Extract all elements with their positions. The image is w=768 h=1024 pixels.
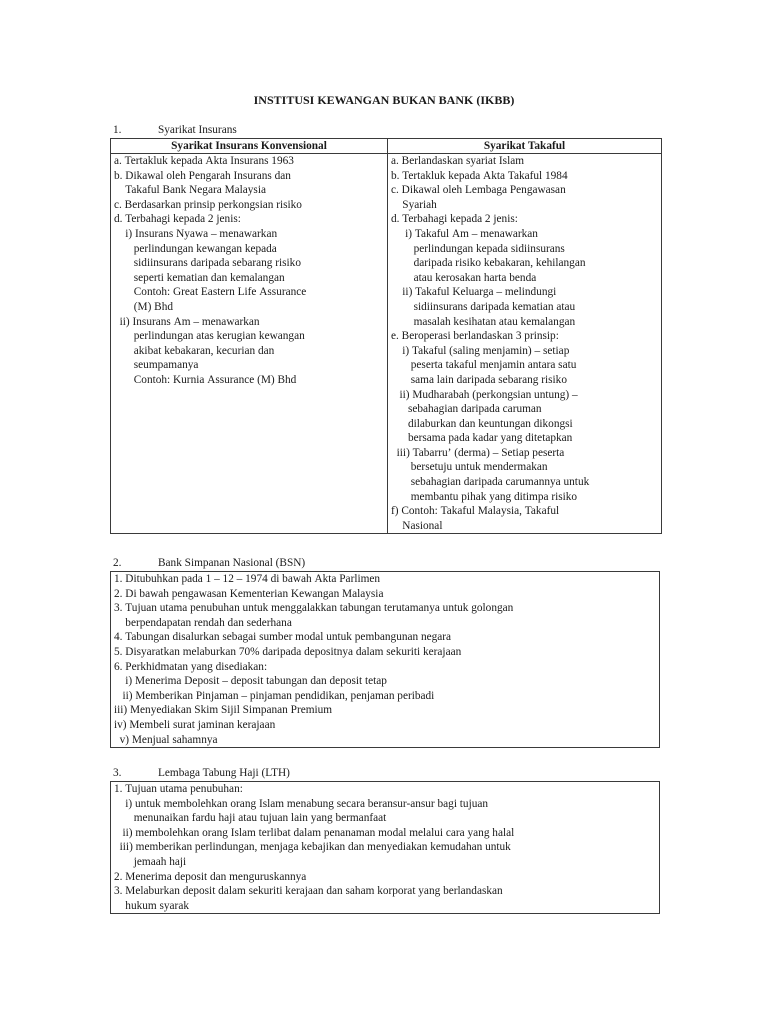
bsn-box [110,571,660,748]
bsn-list-item: iii) Menyediakan Skim Sijil Simpanan Premium [114,704,333,717]
section1-title: Syarikat Insurans [158,124,237,136]
takaful-line: sama lain daripada sebarang risiko [391,373,567,386]
takaful-line: atau kerosakan harta benda [391,271,537,284]
bsn-list-item: 6. Perkhidmatan yang disediakan: [114,660,268,673]
takaful-line: peserta takaful menjamin antara satu [391,359,577,372]
takaful-line: ii) Mudharabah (perkongsian untung) – [391,388,578,401]
bsn-list-item: v) Menjual sahamnya [114,733,218,746]
lth-list-item: menunaikan fardu haji atau tujuan lain yang bermanfaat [114,812,387,825]
bsn-list-item: 4. Tabungan disalurkan sebagai sumber modal untuk pembangunan negara [114,631,452,644]
takaful-line: ii) Takaful Keluarga – melindungi [391,286,557,299]
bsn-list-item: 1. Ditubuhkan pada 1 – 12 – 1974 di bawah Akta Parlimen [114,573,381,585]
lth-list-item: hukum syarak [114,899,189,912]
section3-title: Lembaga Tabung Haji (LTH) [158,767,290,779]
section2-heading [113,556,305,571]
lth-box [110,781,660,914]
takaful-line: sebahagian daripada carumannya untuk [391,476,590,489]
konvensional-line: ii) Insurans Am – menawarkan [114,315,260,328]
takaful-line: membantu pihak yang ditimpa risiko [391,490,578,503]
konvensional-line: perlindungan atas kerugian kewangan [114,330,305,343]
takaful-line: c. Dikawal oleh Lembaga Pengawasan [391,184,566,197]
takaful-line: perlindungan kepada sidiinsurans [391,242,565,255]
insurance-comparison-table [110,138,662,534]
konvensional-line: b. Dikawal oleh Pengarah Insurans dan [114,169,291,182]
konvensional-line: seumpamanya [114,359,199,372]
takaful-line: b. Tertakluk kepada Akta Takaful 1984 [391,169,568,182]
section1-heading [113,123,237,138]
lth-list-item: i) untuk membolehkan orang Islam menabung secara beransur-ansur bagi tujuan [114,797,489,810]
takaful-line: Nasional [391,519,443,532]
konvensional-line: akibat kebakaran, kecurian dan [114,344,275,357]
column-header-konvensional: Syarikat Insurans Konvensional [111,139,388,154]
takaful-line: Syariah [391,198,437,211]
section2-number: 2. [113,557,122,569]
section2-title: Bank Simpanan Nasional (BSN) [158,557,306,569]
takaful-cell [388,154,662,534]
bsn-list-item: berpendapatan rendah dan sederhana [114,616,292,629]
takaful-line: d. Terbahagi kepada 2 jenis: [391,213,518,226]
lth-list-item: iii) memberikan perlindungan, menjaga kebajikan dan menyediakan kemudahan untuk [114,841,511,854]
lth-list-item: ii) membolehkan orang Islam terlibat dalam penanaman modal melalui cara yang halal [114,826,515,839]
takaful-line: bersetuju untuk mendermakan [391,461,548,474]
lth-list-item: jemaah haji [114,855,187,868]
bsn-list-item: ii) Memberikan Pinjaman – pinjaman pendidikan, penjaman peribadi [114,689,435,702]
takaful-line: daripada risiko kebakaran, kehilangan [391,257,586,270]
takaful-line: e. Beroperasi berlandaskan 3 prinsip: [391,330,559,343]
bsn-list-item: 3. Tujuan utama penubuhan untuk menggalakkan tabungan terutamanya untuk golongan [114,602,514,615]
section1-number: 1. [113,124,122,136]
takaful-line: bersama pada kadar yang ditetapkan [391,432,573,445]
takaful-line: i) Takaful Am – menawarkan [391,227,538,240]
takaful-line: masalah kesihatan atau kemalangan [391,315,576,328]
takaful-line: f) Contoh: Takaful Malaysia, Takaful [391,505,560,518]
konvensional-line: Contoh: Great Eastern Life Assurance [114,286,307,299]
konvensional-line: perlindungan kewangan kepada [114,242,277,255]
bsn-list-item: i) Menerima Deposit – deposit tabungan dan deposit tetap [114,675,387,688]
konvensional-cell [111,154,388,534]
lth-list-item: 2. Menerima deposit dan menguruskannya [114,870,307,883]
lth-list-item: 1. Tujuan utama penubuhan: [114,783,243,795]
konvensional-line: (M) Bhd [114,300,173,313]
takaful-line: sidiinsurans daripada kematian atau [391,300,576,313]
konvensional-line: Takaful Bank Negara Malaysia [114,184,266,197]
takaful-line: sebahagian daripada caruman [391,403,542,416]
page-title: INSTITUSI KEWANGAN BUKAN BANK (IKBB) [253,93,515,107]
konvensional-line: seperti kematian dan kemalangan [114,271,285,284]
takaful-line: i) Takaful (saling menjamin) – setiap [391,344,570,357]
takaful-line: a. Berlandaskan syariat Islam [391,155,525,167]
bsn-list-item: 5. Disyaratkan melaburkan 70% daripada depositnya dalam sekuriti kerajaan [114,645,462,658]
bsn-list-item: iv) Membeli surat jaminan kerajaan [114,718,276,731]
konvensional-line: Contoh: Kurnia Assurance (M) Bhd [114,373,297,386]
konvensional-line: a. Tertakluk kepada Akta Insurans 1963 [114,155,294,167]
bsn-list-item: 2. Di bawah pengawasan Kementerian Kewangan Malaysia [114,587,384,600]
konvensional-line: d. Terbahagi kepada 2 jenis: [114,213,241,226]
konvensional-line: i) Insurans Nyawa – menawarkan [114,227,278,240]
section3-heading [113,766,290,781]
konvensional-line: c. Berdasarkan prinsip perkongsian risiko [114,198,302,211]
takaful-line: dilaburkan dan keuntungan dikongsi [391,417,573,430]
column-header-takaful: Syarikat Takaful [388,139,662,154]
lth-list-item: 3. Melaburkan deposit dalam sekuriti kerajaan dan saham korporat yang berlandaskan [114,885,503,898]
section3-number: 3. [113,767,122,779]
takaful-line: iii) Tabarru’ (derma) – Setiap peserta [391,446,565,459]
konvensional-line: sidiinsurans daripada sebarang risiko [114,257,301,270]
